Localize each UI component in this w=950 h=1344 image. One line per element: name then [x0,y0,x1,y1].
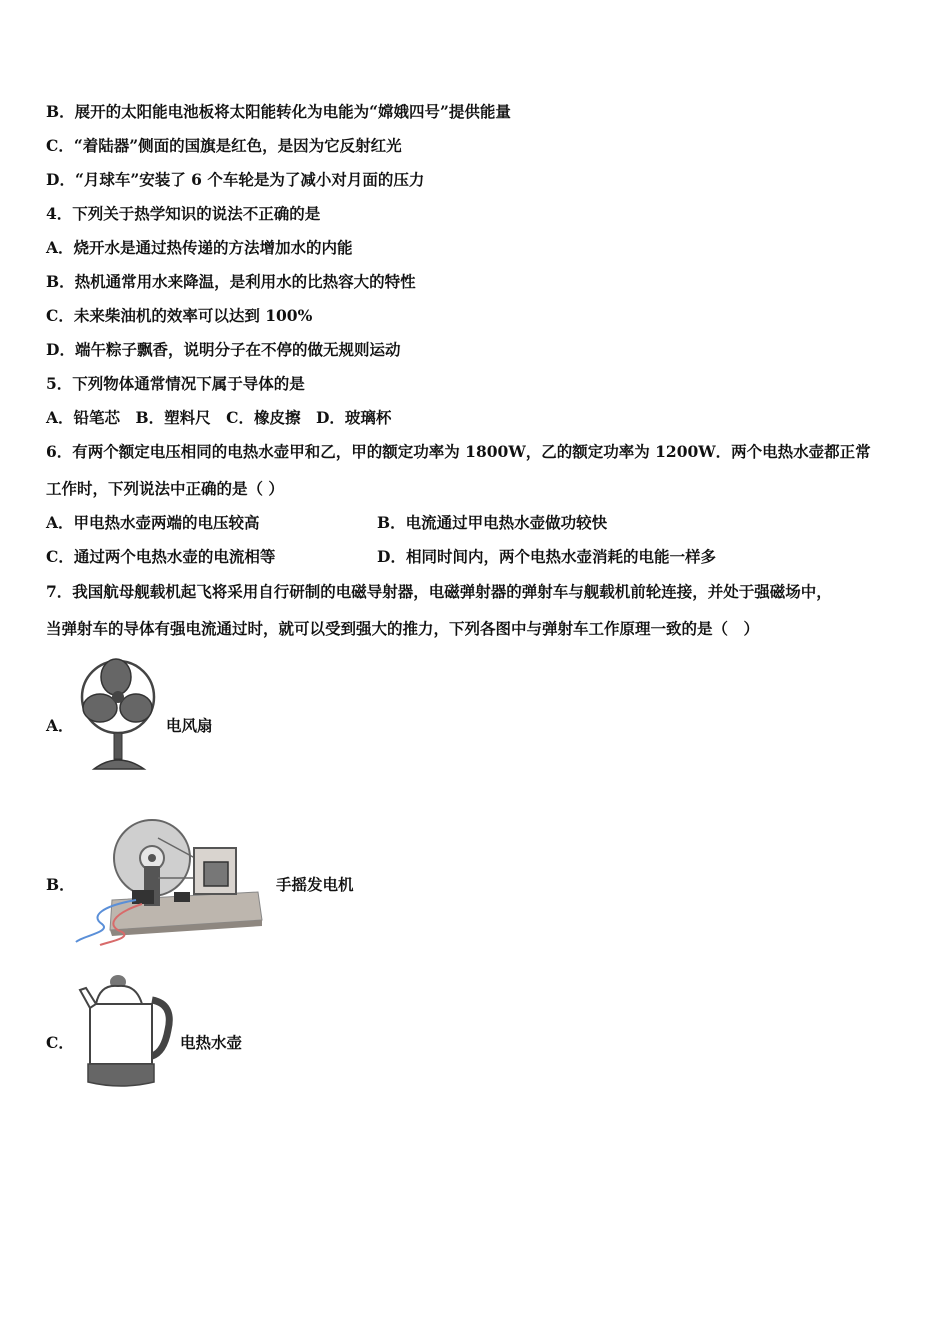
q6-stem-line-2: 工作时，下列说法中正确的是（ ） [46,479,284,498]
q3-option-b: B．展开的太阳能电池板将太阳能转化为电能为“嫦娥四号”提供能量 [46,102,511,121]
q6-option-c: C．通过两个电热水壶的电流相等 [46,547,276,566]
q5-stem: 5．下列物体通常情况下属于导体的是 [46,374,305,393]
q5-options: A．铅笔芯 B．塑料尺 C．橡皮擦 D．玻璃杯 [46,408,392,427]
q4-option-a: A．烧开水是通过热传递的方法增加水的内能 [46,238,353,257]
q7-option-b-label: 手摇发电机 [276,875,354,894]
electric-kettle-image [76,970,176,1094]
q7-option-a-letter: A． [46,716,74,735]
q6-option-b: B．电流通过甲电热水壶做功较快 [377,513,608,532]
hand-crank-generator-image [72,808,268,946]
q7-option-c-letter: C． [46,1033,74,1052]
q3-option-c: C．“着陆器”侧面的国旗是红色，是因为它反射红光 [46,136,402,155]
q7-option-b-letter: B． [46,875,75,894]
q7-stem-line-2: 当弹射车的导体有强电流通过时，就可以受到强大的推力，下列各图中与弹射车工作原理一致的是（ ） [46,619,760,638]
q6-stem-line-1: 6．有两个额定电压相同的电热水壶甲和乙，甲的额定功率为 1800W，乙的额定功率为 1200W．两个电热水壶都正常 [46,442,871,461]
q4-option-d: D．端午粽子飘香，说明分子在不停的做无规则运动 [46,340,401,359]
q7-stem-line-1: 7．我国航母舰载机起飞将采用自行研制的电磁导射器，电磁弹射器的弹射车与舰载机前轮连接，并处于强磁场中， [46,582,832,601]
q6-option-d: D．相同时间内，两个电热水壶消耗的电能一样多 [377,547,716,566]
q3-option-d: D．“月球车”安装了 6 个车轮是为了减小对月面的压力 [46,170,425,189]
electric-fan-image [78,653,158,773]
q6-option-a: A．甲电热水壶两端的电压较高 [46,513,260,532]
q4-option-c: C．未来柴油机的效率可以达到 100% [46,306,313,325]
q7-option-c-label: 电热水壶 [180,1033,243,1052]
q4-stem: 4．下列关于热学知识的说法不正确的是 [46,204,321,223]
q4-option-b: B．热机通常用水来降温，是利用水的比热容大的特性 [46,272,416,291]
q7-option-a-label: 电风扇 [166,716,213,735]
